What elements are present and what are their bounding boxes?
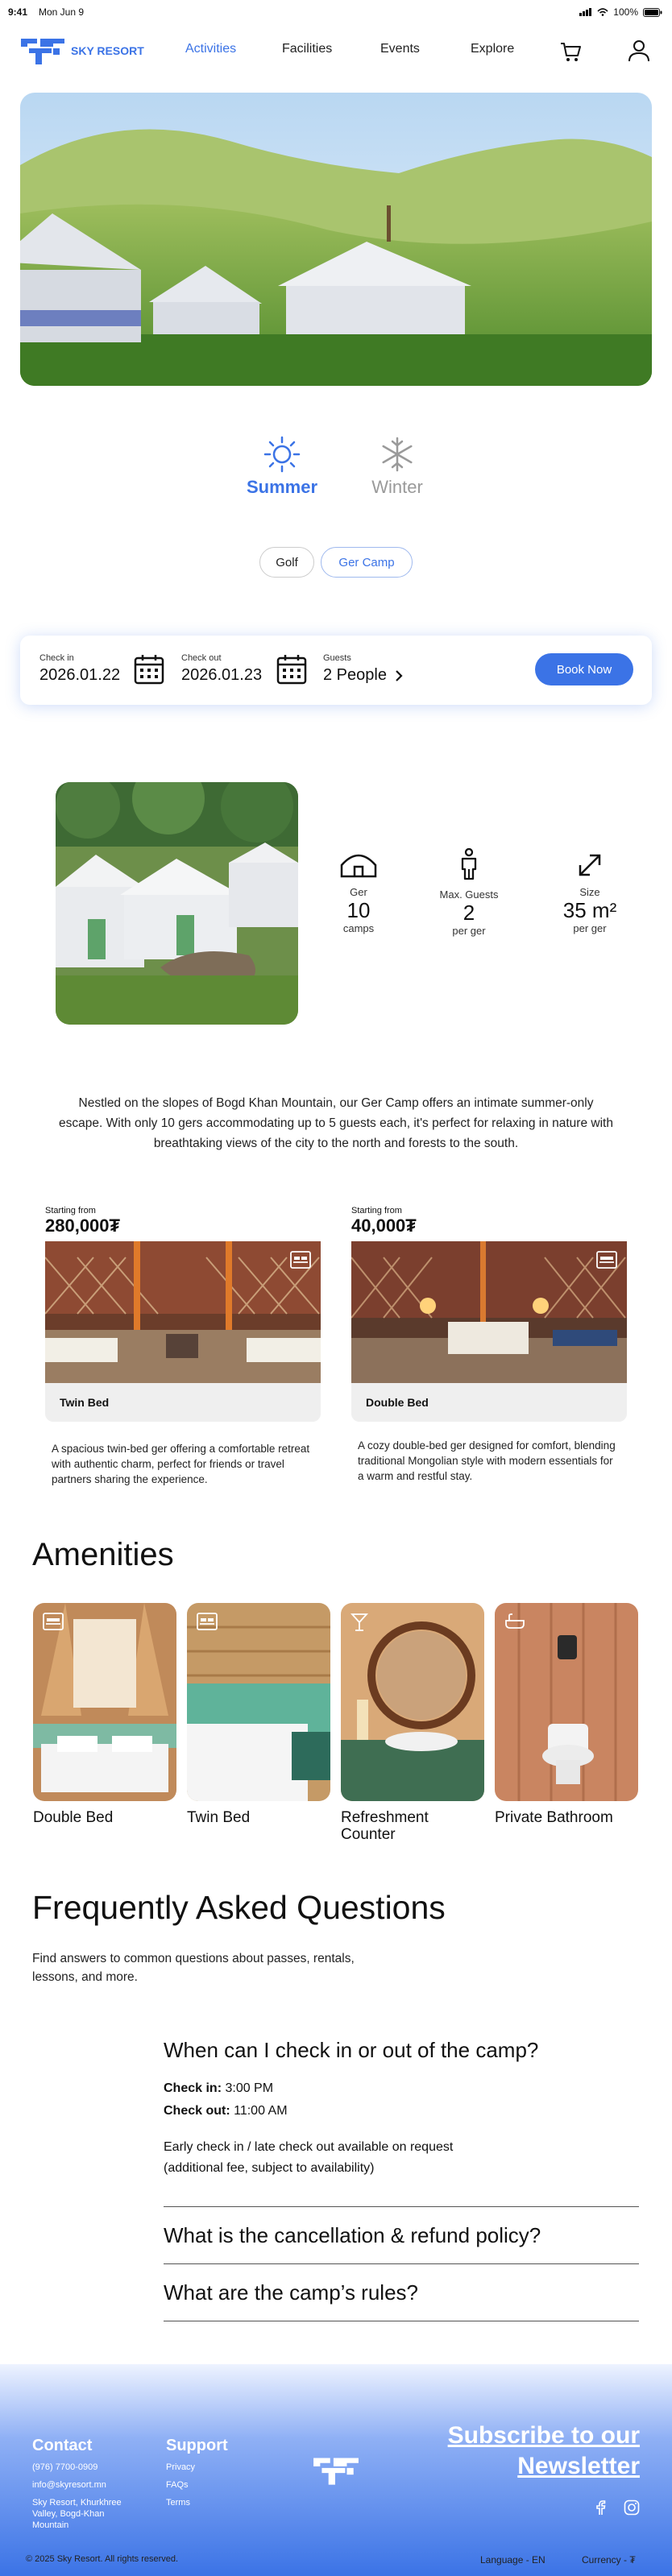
ger-camp-photo bbox=[56, 782, 298, 1025]
amenity-label: Double Bed bbox=[33, 1809, 114, 1826]
stat-max-guests-label: Max. Guests bbox=[439, 888, 499, 901]
room-name: Twin Bed bbox=[45, 1383, 321, 1422]
instagram-icon[interactable] bbox=[624, 2499, 640, 2516]
room-description: A cozy double-bed ger designed for comfort, blending traditional Mongolian style with modern essentials for a warm and restful stay. bbox=[358, 1439, 616, 1482]
user-icon[interactable] bbox=[627, 39, 651, 63]
currency-selector[interactable]: Currency - ₮ bbox=[582, 2554, 636, 2566]
intro-text: Nestled on the slopes of Bogd Khan Mountain, our Ger Camp offers an intimate summer-only escape. With only 10 gers accommodating up to 5 guests each, it's perfect for relaxing in nature with breathtaking views of the city to the north and forests to the south. bbox=[59, 1096, 613, 1150]
brand-name: SKY RESORT bbox=[71, 44, 144, 57]
footer-email[interactable]: info@skyresort.mn bbox=[32, 2480, 106, 2490]
status-indicators bbox=[579, 6, 662, 18]
season-summer[interactable] bbox=[234, 435, 330, 498]
filter-ger-camp[interactable]: Ger Camp bbox=[321, 547, 413, 578]
season-summer-label: Summer bbox=[246, 477, 318, 497]
bed-icon bbox=[290, 1251, 311, 1269]
faq-note: Early check in / late check out available on request (additional fee, subject to availability) bbox=[164, 2140, 454, 2175]
amenity-photo bbox=[187, 1603, 330, 1801]
faq-divider bbox=[164, 2206, 639, 2207]
resize-arrows-icon bbox=[577, 852, 603, 878]
nav-facilities[interactable]: Facilities bbox=[282, 42, 333, 56]
chevron-right-icon bbox=[395, 669, 403, 682]
faq-item-checkin[interactable] bbox=[164, 2038, 639, 2179]
stat-size-value: 35 m² bbox=[562, 898, 617, 922]
season-winter[interactable] bbox=[349, 435, 446, 498]
room-card-twin[interactable] bbox=[45, 1206, 321, 1487]
status-date: Mon Jun 9 bbox=[39, 6, 85, 18]
stat-size-label: Size bbox=[579, 886, 600, 898]
faq-subtitle: Find answers to common questions about passes, rentals, lessons, and more. bbox=[32, 1952, 355, 1984]
nav-events[interactable]: Events bbox=[380, 42, 420, 56]
amenity-double-bed[interactable] bbox=[33, 1603, 176, 1826]
faq-divider bbox=[164, 2263, 639, 2264]
checkout-label: Check out bbox=[181, 653, 222, 663]
sun-icon bbox=[263, 435, 301, 474]
amenity-private-bathroom[interactable] bbox=[495, 1603, 638, 1826]
faq-question-cancellation[interactable]: What is the cancellation & refund policy? bbox=[164, 2223, 541, 2247]
room-photo-double bbox=[351, 1241, 627, 1383]
season-winter-label: Winter bbox=[371, 477, 423, 497]
room-name: Double Bed bbox=[351, 1383, 627, 1422]
footer-link-faqs[interactable]: FAQs bbox=[166, 2480, 189, 2490]
nav-explore[interactable]: Explore bbox=[471, 42, 515, 56]
bed-icon bbox=[197, 1613, 218, 1630]
stat-size-unit: per ger bbox=[573, 922, 607, 934]
faq-checkout-time: 11:00 AM bbox=[234, 2104, 288, 2118]
nav-activities[interactable]: Activities bbox=[185, 42, 237, 56]
footer bbox=[0, 2364, 672, 2576]
stat-size bbox=[541, 852, 638, 934]
calendar-icon[interactable] bbox=[276, 653, 308, 685]
amenities-title: Amenities bbox=[32, 1537, 174, 1572]
signal-icon bbox=[579, 8, 592, 16]
amenity-label: Private Bathroom bbox=[495, 1809, 613, 1826]
footer-contact-title: Contact bbox=[32, 2437, 93, 2454]
footer-address: Sky Resort, Khurkhree Valley, Bogd-Khan Mountain bbox=[32, 2498, 122, 2530]
bed-icon bbox=[43, 1613, 64, 1630]
bathtub-icon bbox=[504, 1613, 525, 1630]
hero-image bbox=[20, 93, 652, 386]
faq-question-rules[interactable]: What are the camp’s rules? bbox=[164, 2280, 418, 2305]
footer-support-title: Support bbox=[166, 2437, 228, 2454]
footer-support bbox=[166, 2437, 228, 2512]
checkin-label: Check in bbox=[39, 653, 74, 663]
room-from-label: Starting from bbox=[45, 1206, 96, 1216]
amenity-label: Refreshment Counter bbox=[341, 1809, 429, 1843]
footer-link-privacy[interactable]: Privacy bbox=[166, 2462, 196, 2472]
checkin-value: 2026.01.22 bbox=[39, 666, 121, 684]
room-photo-twin bbox=[45, 1241, 321, 1383]
guests-value: 2 People bbox=[323, 666, 387, 684]
stat-ger-value: 10 bbox=[346, 898, 371, 922]
stat-max-guests-value: 2 bbox=[463, 901, 475, 925]
copyright-text: © 2025 Sky Resort. All rights reserved. bbox=[26, 2554, 179, 2564]
facebook-icon[interactable] bbox=[593, 2499, 608, 2516]
faq-title: Frequently Asked Questions bbox=[32, 1889, 446, 1926]
stat-max-guests bbox=[421, 848, 517, 937]
stat-ger bbox=[310, 851, 407, 934]
room-from-label: Starting from bbox=[351, 1206, 402, 1216]
checkin-field[interactable] bbox=[39, 653, 120, 685]
stat-ger-label: Ger bbox=[350, 886, 367, 898]
room-price: 280,000₮ bbox=[45, 1216, 120, 1236]
battery-icon bbox=[643, 8, 662, 17]
footer-contact bbox=[32, 2437, 137, 2531]
sky-resort-logo-icon bbox=[19, 35, 66, 66]
stat-max-guests-unit: per ger bbox=[452, 925, 486, 937]
amenity-refreshment-counter[interactable] bbox=[341, 1603, 484, 1843]
guests-field[interactable] bbox=[323, 653, 403, 685]
filter-golf[interactable]: Golf bbox=[259, 547, 314, 578]
faq-checkout-label: Check out: bbox=[164, 2104, 230, 2118]
amenity-photo bbox=[495, 1603, 638, 1801]
cart-icon[interactable] bbox=[559, 40, 582, 63]
amenity-label: Twin Bed bbox=[187, 1809, 251, 1826]
brand-logo[interactable] bbox=[19, 35, 144, 66]
status-time: 9:41 bbox=[8, 6, 28, 18]
calendar-icon[interactable] bbox=[133, 653, 165, 685]
checkout-value: 2026.01.23 bbox=[181, 666, 263, 684]
cocktail-icon bbox=[351, 1613, 368, 1632]
footer-logo-icon[interactable] bbox=[312, 2454, 360, 2487]
snowflake-icon bbox=[378, 435, 417, 474]
person-icon bbox=[458, 848, 479, 880]
faq-checkin-label: Check in: bbox=[164, 2081, 222, 2095]
top-nav bbox=[0, 24, 672, 81]
footer-phone[interactable]: (976) 7700-0909 bbox=[32, 2462, 98, 2472]
room-card-double[interactable] bbox=[351, 1206, 627, 1484]
bed-icon bbox=[596, 1251, 617, 1269]
guests-label: Guests bbox=[323, 653, 351, 663]
room-price: 40,000₮ bbox=[351, 1216, 417, 1236]
checkout-field[interactable] bbox=[181, 653, 262, 685]
language-selector[interactable]: Language - EN bbox=[480, 2554, 545, 2566]
booking-bar bbox=[20, 636, 652, 705]
newsletter-subscribe-link[interactable]: Subscribe to our Newsletter bbox=[447, 2422, 640, 2479]
amenity-twin-bed[interactable] bbox=[187, 1603, 330, 1826]
amenity-photo bbox=[341, 1603, 484, 1801]
book-now-button[interactable]: Book Now bbox=[535, 653, 633, 685]
amenity-photo bbox=[33, 1603, 176, 1801]
faq-checkin-time: 3:00 PM bbox=[225, 2081, 274, 2095]
status-bar bbox=[0, 0, 672, 24]
wifi-icon bbox=[597, 8, 608, 16]
battery-percent: 100% bbox=[613, 6, 638, 18]
footer-link-terms[interactable]: Terms bbox=[166, 2498, 190, 2508]
stat-ger-unit: camps bbox=[342, 922, 375, 934]
faq-question[interactable]: When can I check in or out of the camp? bbox=[164, 2038, 539, 2062]
ger-icon bbox=[339, 851, 378, 878]
room-description: A spacious twin-bed ger offering a comfortable retreat with authentic charm, perfect for friends or travel partners sharing the experience. bbox=[52, 1443, 310, 1485]
